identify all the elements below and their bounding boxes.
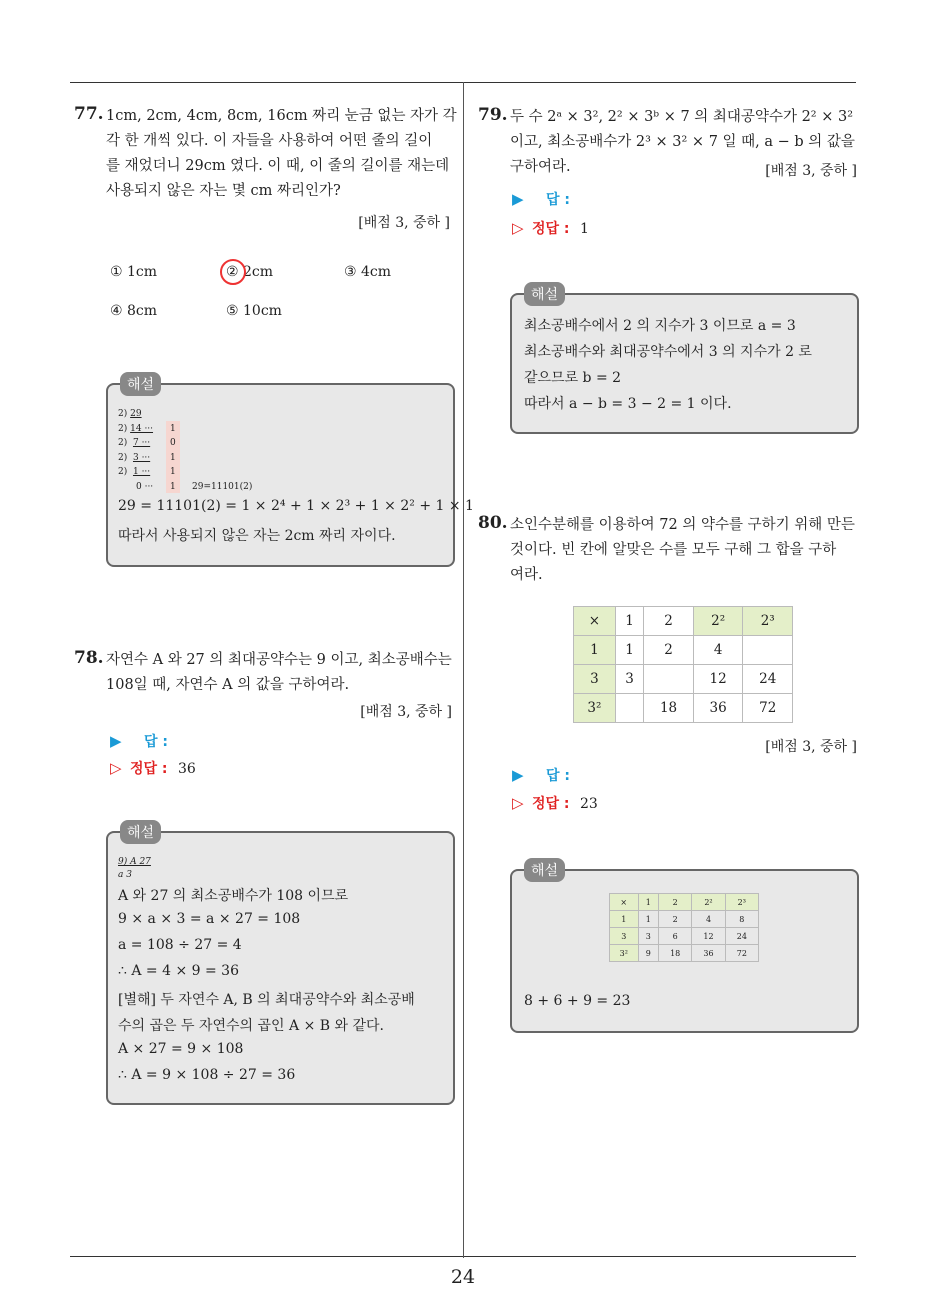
table-cell: 36: [692, 945, 725, 962]
q77-div-row: 0 ··· 1 29=11101(2): [136, 481, 253, 492]
correct-arrow-icon: ▷: [110, 759, 122, 777]
q80-number: 80.: [478, 513, 508, 533]
table-cell: 2: [644, 607, 694, 636]
q78-correct: ▷ 정답 : 36: [110, 759, 196, 777]
q79-number: 79.: [478, 105, 508, 125]
q80-text: [478, 513, 863, 588]
table-cell: 24: [725, 928, 758, 945]
q77-number: 77.: [74, 104, 104, 124]
q78-answer: ▶ 답 :: [110, 732, 168, 750]
correct-arrow-icon: ▷: [512, 794, 524, 812]
q79-correct: ▷ 정답 : 1: [512, 219, 589, 237]
q79-explain-tag: 해설: [524, 282, 565, 306]
q78-tiny-line: 9) A 27: [118, 857, 151, 867]
table-cell: 1: [638, 911, 658, 928]
q77-choice-2[interactable]: ② 2cm: [226, 264, 274, 280]
q80-correct: ▷ 정답 : 23: [512, 794, 598, 812]
table-cell: 18: [659, 945, 692, 962]
q79-explain-line: 따라서 a − b = 3 − 2 = 1 이다.: [524, 396, 732, 412]
q78-explain-box: [106, 825, 455, 1105]
table-cell: 1: [574, 636, 616, 665]
q80-line: 여라.: [510, 567, 543, 583]
q77-choice-4[interactable]: ④ 8cm: [110, 303, 158, 319]
q80-answer: ▶ 답 :: [512, 766, 570, 784]
table-cell: [743, 636, 793, 665]
table-row: [610, 894, 759, 911]
table-cell: 2²: [693, 607, 743, 636]
q78-explain-line: a = 108 ÷ 27 = 4: [118, 937, 242, 953]
table-cell: 2: [659, 894, 692, 911]
table-cell: [644, 665, 694, 694]
table-cell: 1: [615, 607, 643, 636]
table-cell: 12: [693, 665, 743, 694]
table-cell: 18: [644, 694, 694, 723]
table-cell: 72: [725, 945, 758, 962]
table-cell: 72: [743, 694, 793, 723]
table-cell: 1: [615, 636, 643, 665]
q78-line: 108일 때, 자연수 A 의 값을 구하여라.: [106, 677, 350, 693]
table-cell: 2: [659, 911, 692, 928]
q78-explain-line: ∴ A = 9 × 108 ÷ 27 = 36: [118, 1067, 296, 1083]
table-row: [610, 928, 759, 945]
table-cell: 36: [693, 694, 743, 723]
q77-line: 각 한 개씩 있다. 이 자들을 사용하여 어떤 줄의 길이: [106, 133, 433, 149]
table-cell: 1: [610, 911, 639, 928]
table-row: [574, 694, 793, 723]
q79-answer: ▶ 답 :: [512, 190, 570, 208]
q77-division-table: [118, 407, 253, 494]
table-cell: ×: [574, 607, 616, 636]
answer-arrow-icon: ▶: [110, 732, 122, 750]
q80-explain-box: [510, 863, 859, 1033]
q80-explain-line: 8 + 6 + 9 = 23: [524, 993, 631, 1009]
q80-explain-tag: 해설: [524, 858, 565, 882]
q77-choice-5[interactable]: ⑤ 10cm: [226, 303, 282, 319]
page-number: 24: [450, 1266, 476, 1288]
table-cell: 2²: [692, 894, 725, 911]
table-cell: 3: [615, 665, 643, 694]
table-cell: 2: [644, 636, 694, 665]
q77-div-row: 2) 3 ··· 1: [118, 452, 176, 463]
q77-choice-1[interactable]: ① 1cm: [110, 264, 158, 280]
answer-arrow-icon: ▶: [512, 766, 524, 784]
q78-explain-line: 9 × a × 3 = a × 27 = 108: [118, 911, 301, 927]
q80-line: 것이다. 빈 칸에 알맞은 수를 모두 구해 그 합을 구하: [510, 542, 837, 558]
q79-line: 이고, 최소공배수가 2³ × 3² × 7 일 때, a − b 의 값을: [510, 134, 855, 150]
table-cell: 24: [743, 665, 793, 694]
q80-meta: [배점 3, 중하 ]: [765, 739, 857, 755]
q78-text: [74, 648, 464, 698]
table-cell: 2³: [725, 894, 758, 911]
table-cell: 1: [638, 894, 658, 911]
table-cell: 3: [638, 928, 658, 945]
table-row: [574, 665, 793, 694]
q79-meta: [배점 3, 중하 ]: [765, 163, 857, 179]
q78-number: 78.: [74, 648, 104, 668]
q77-explain-tag: 해설: [120, 372, 161, 396]
q77-explain-line: 29 = 11101(2) = 1 × 2⁴ + 1 × 2³ + 1 × 2² + 1 × 1: [118, 498, 474, 514]
table-cell: 3²: [574, 694, 616, 723]
q79-line: 구하여라.: [510, 159, 571, 175]
table-cell: ×: [610, 894, 639, 911]
q78-explain-line: 수의 곱은 두 자연수의 곱인 A × B 와 같다.: [118, 1018, 384, 1034]
table-cell: 3: [610, 928, 639, 945]
q79-explain-box: [510, 287, 859, 434]
table-row: [574, 607, 793, 636]
table-cell: 3: [574, 665, 616, 694]
q78-meta: [배점 3, 중하 ]: [360, 704, 452, 720]
table-cell: [615, 694, 643, 723]
table-cell: 3²: [610, 945, 639, 962]
q77-line: 를 재었더니 29cm 였다. 이 때, 이 줄의 길이를 재는데: [106, 158, 450, 174]
table-cell: 4: [692, 911, 725, 928]
q78-explain-line: ∴ A = 4 × 9 = 36: [118, 963, 239, 979]
q77-text: [74, 104, 464, 204]
q77-div-row: 2) 14 ··· 1: [118, 423, 176, 434]
q79-explain-line: 최소공배수에서 2 의 지수가 3 이므로 a = 3: [524, 318, 796, 334]
table-row: [574, 636, 793, 665]
q77-div-row: 2) 7 ··· 0: [118, 438, 176, 448]
table-cell: 9: [638, 945, 658, 962]
table-cell: 2³: [743, 607, 793, 636]
correct-arrow-icon: ▷: [512, 219, 524, 237]
q80-divisor-table: [573, 606, 793, 723]
table-cell: 8: [725, 911, 758, 928]
q77-choice-3[interactable]: ③ 4cm: [344, 264, 392, 280]
q80-explain-table: [609, 893, 759, 962]
q78-tiny-line: a 3: [118, 870, 132, 880]
q77-explain-box: [106, 377, 474, 567]
q80-line: 소인수분해를 이용하여 72 의 약수를 구하기 위해 만든: [510, 517, 855, 533]
q79-line: 두 수 2ᵃ × 3², 2² × 3ᵇ × 7 의 최대공약수가 2² × 3²: [510, 109, 854, 125]
q79-explain-line: 최소공배수와 최대공약수에서 3 의 지수가 2 로: [524, 344, 812, 360]
q77-answer-circle: [220, 259, 246, 285]
table-cell: 12: [692, 928, 725, 945]
q77-line: 사용되지 않은 자는 몇 cm 짜리인가?: [106, 183, 341, 199]
q77-explain-line: 따라서 사용되지 않은 자는 2cm 짜리 자이다.: [118, 528, 396, 544]
q77-div-row: 2) 1 ··· 1: [118, 467, 176, 477]
q77-line: 1cm, 2cm, 4cm, 8cm, 16cm 짜리 눈금 없는 자가 각: [106, 108, 457, 124]
q78-explain-tag: 해설: [120, 820, 161, 844]
table-cell: 4: [693, 636, 743, 665]
table-cell: 6: [659, 928, 692, 945]
q78-explain-line: A 와 27 의 최소공배수가 108 이므로: [118, 888, 349, 904]
q77-div-row: 2) 29: [118, 409, 142, 419]
q78-explain-line: [별해] 두 자연수 A, B 의 최대공약수와 최소공배: [118, 992, 415, 1008]
q79-explain-line: 같으므로 b = 2: [524, 370, 622, 386]
q77-meta: [배점 3, 중하 ]: [358, 215, 450, 231]
q78-line: 자연수 A 와 27 의 최대공약수는 9 이고, 최소공배수는: [106, 652, 452, 668]
q78-explain-line: A × 27 = 9 × 108: [118, 1041, 244, 1057]
table-row: [610, 945, 759, 962]
answer-arrow-icon: ▶: [512, 190, 524, 208]
table-row: [610, 911, 759, 928]
